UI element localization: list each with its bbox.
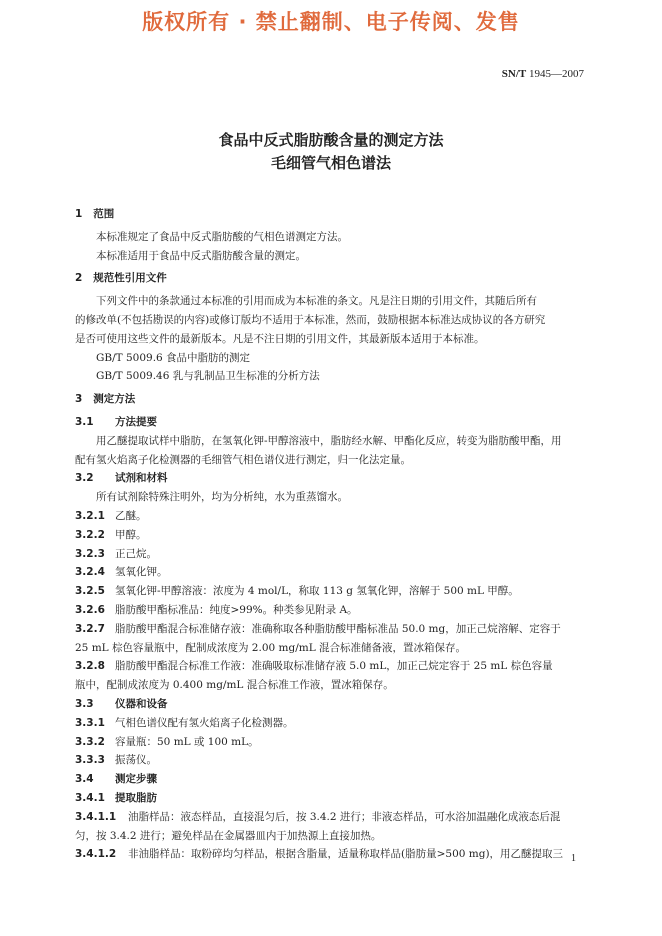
clause-3-3-2 — [75, 733, 587, 752]
clause-3-3-3 — [75, 751, 587, 770]
clause-number: 3.4.1.2 — [75, 848, 117, 861]
section-number: 3 — [75, 393, 83, 406]
subsection-title: 方法提要 — [115, 415, 157, 428]
clause-text: 气相色谱仪配有氢火焰离子化检测器。 — [115, 716, 294, 729]
clause-number: 3.2.4 — [75, 566, 105, 579]
section-number: 1 — [75, 208, 83, 220]
clause-number: 3.4.1.1 — [75, 810, 117, 823]
subsection-number: 3.1 — [75, 415, 94, 428]
section-1-heading — [75, 205, 587, 224]
subsection-3-2-heading — [75, 469, 587, 488]
section-3-heading — [75, 390, 587, 409]
clause-text: 氢氧化钾-甲醇溶液：浓度为 4 mol/L，称取 113 g 氢氧化钾，溶解于 500 mL 甲醇。 — [115, 585, 519, 598]
document-body — [75, 205, 587, 864]
clause-number: 3.2.3 — [75, 547, 105, 560]
standard-code-prefix: SN/T — [501, 68, 527, 80]
subsection-number: 3.3 — [75, 697, 94, 710]
subsection-3-4-heading — [75, 770, 587, 789]
paragraph-line: 配有氢火焰离子化检测器的毛细管气相色谱仪进行测定，归一化法定量。 — [75, 453, 411, 466]
subsection-3-4-1-heading — [75, 789, 587, 808]
normative-reference: GB/T 5009.46 乳与乳制品卫生标准的分析方法 — [96, 370, 320, 383]
clause-text: 振荡仪。 — [115, 754, 157, 767]
clause-number: 3.3.2 — [75, 735, 105, 748]
document-title — [0, 129, 662, 175]
clause-text: 正己烷。 — [115, 547, 157, 560]
section-2-heading — [75, 269, 587, 288]
clause-text: 脂肪酸甲酯混合标准工作液：准确吸取标准储存液 5.0 mL，加正己烷定容于 25 mL 棕色容量 — [115, 660, 553, 673]
paragraph: 所有试剂除特殊注明外，均为分析纯，水为重蒸馏水。 — [96, 491, 348, 504]
clause-number: 3.2.8 — [75, 660, 105, 673]
standard-code-number: 1945—2007 — [529, 68, 584, 80]
subsection-title: 测定步骤 — [115, 773, 157, 786]
paragraph-line: 用乙醚提取试样中脂肪，在氢氧化钾-甲醇溶液中，脂肪经水解、甲酯化反应，转变为脂肪酸甲酯，用 — [96, 434, 562, 447]
section-title: 范围 — [93, 208, 115, 220]
subsection-3-3-heading — [75, 695, 587, 714]
section-title: 规范性引用文件 — [93, 272, 167, 285]
copyright-watermark: 版权所有 · 禁止翻制、电子传阅、发售 — [142, 10, 520, 34]
clause-text: 容量瓶：50 mL 或 100 mL。 — [115, 735, 259, 748]
clause-text: 非油脂样品：取粉碎均匀样品，根据含脂量，适量称取样品(脂肪量>500 mg)，用乙醚提取三 — [128, 848, 564, 861]
clause-continuation: 匀，按 3.4.2 进行；避免样品在金属器皿内于加热源上直接加热。 — [75, 829, 382, 842]
clause-3-2-2 — [75, 526, 587, 545]
clause-3-2-3 — [75, 545, 587, 564]
clause-3-2-7 — [75, 620, 587, 639]
clause-3-4-1-2 — [75, 845, 587, 864]
clause-continuation: 25 mL 棕色容量瓶中，配制成浓度为 2.00 mg/mL 混合标准储备液，置冰箱保存。 — [75, 641, 467, 654]
clause-number: 3.2.7 — [75, 622, 105, 635]
clause-3-2-1 — [75, 507, 587, 526]
paragraph-line: 是否可使用这些文件的最新版本。凡是不注日期的引用文件，其最新版本适用于本标准。 — [75, 332, 485, 345]
clause-3-3-1 — [75, 714, 587, 733]
clause-number: 3.2.1 — [75, 509, 105, 522]
subsection-title: 试剂和材料 — [115, 472, 168, 485]
paragraph: 本标准规定了食品中反式脂肪酸的气相色谱测定方法。 — [96, 230, 348, 243]
clause-continuation: 瓶中，配制成浓度为 0.400 mg/mL 混合标准工作液，置冰箱保存。 — [75, 679, 394, 692]
clause-text: 脂肪酸甲酯标准品：纯度>99%。种类参见附录 A。 — [115, 603, 358, 616]
clause-3-4-1-1 — [75, 808, 587, 827]
paragraph-line: 的修改单(不包括勘误的内容)或修订版均不适用于本标准，然而，鼓励根据本标准达成协议的各方研究 — [75, 313, 546, 326]
clause-3-2-8 — [75, 657, 587, 676]
subsection-number: 3.4 — [75, 773, 94, 786]
clause-number: 3.2.5 — [75, 585, 105, 598]
paragraph-line: 下列文件中的条款通过本标准的引用而成为本标准的条文。凡是注日期的引用文件，其随后所有 — [96, 295, 537, 308]
clause-text: 脂肪酸甲酯混合标准储存液：准确称取各种脂肪酸甲酯标准品 50.0 mg，加正己烷溶解、定容于 — [115, 622, 561, 635]
subsection-3-1-heading — [75, 413, 587, 432]
section-title: 测定方法 — [93, 393, 136, 406]
clause-number: 3.3.3 — [75, 754, 105, 767]
subsection-title: 提取脂肪 — [115, 791, 157, 804]
clause-3-2-5 — [75, 582, 587, 601]
page-number: 1 — [571, 853, 576, 864]
paragraph: 本标准适用于食品中反式脂肪酸含量的测定。 — [96, 249, 306, 262]
clause-text: 乙醚。 — [115, 509, 147, 522]
clause-number: 3.2.2 — [75, 528, 105, 541]
clause-number: 3.2.6 — [75, 603, 105, 616]
clause-text: 甲醇。 — [115, 528, 147, 541]
subsection-number: 3.4.1 — [75, 791, 105, 804]
clause-3-2-6 — [75, 601, 587, 620]
title-line-1: 食品中反式脂肪酸含量的测定方法 — [218, 131, 444, 149]
clause-number: 3.3.1 — [75, 716, 105, 729]
clause-text: 氢氧化钾。 — [115, 566, 168, 579]
title-line-2: 毛细管气相色谱法 — [270, 154, 391, 172]
clause-text: 油脂样品：液态样品，直接混匀后，按 3.4.2 进行；非液态样品，可水浴加温融化成液态后混 — [128, 810, 561, 823]
subsection-number: 3.2 — [75, 472, 94, 485]
standard-code — [502, 68, 584, 80]
normative-reference: GB/T 5009.6 食品中脂肪的测定 — [96, 351, 251, 364]
clause-3-2-4 — [75, 563, 587, 582]
subsection-title: 仪器和设备 — [115, 697, 168, 710]
section-number: 2 — [75, 272, 83, 285]
